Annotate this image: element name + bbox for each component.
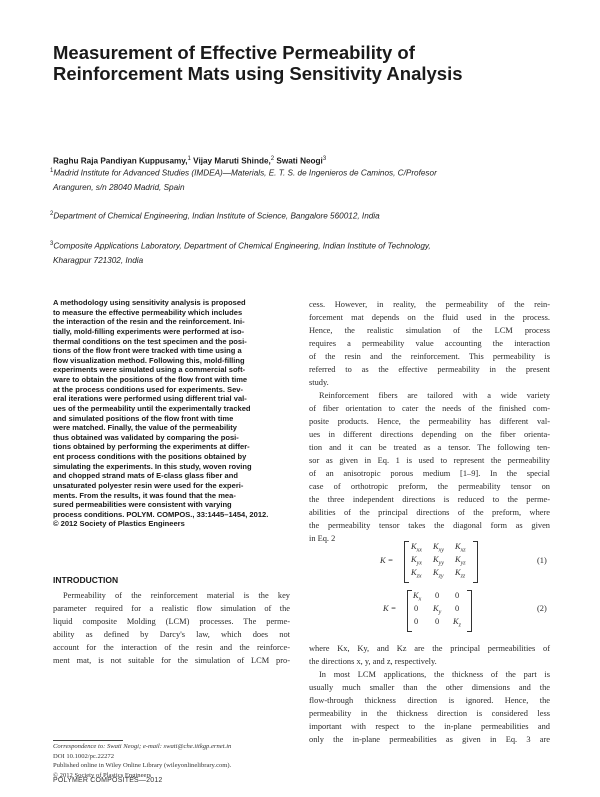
body-line: posite products. Hence, the permeability has different val- [309, 417, 550, 426]
equation-2 [383, 590, 550, 632]
affiliation-2 [50, 207, 570, 224]
abstract [53, 298, 291, 529]
abstract-line: tions obtained by performing the experiments at differ- [53, 442, 250, 452]
matrix-cell: 0 [455, 591, 460, 600]
equation-1 [380, 541, 550, 583]
abstract-line: A methodology using sensitivity analysis is proposed [53, 298, 246, 307]
matrix-cell: $K_y$ [433, 604, 442, 616]
equation-1-lhs: K = [380, 556, 394, 565]
affiliation-1-line-1: Madrid Institute for Advanced Studies (IMDEA)—Materials, E. T. S. de Ingenieros de Caminos, C/Profesor [53, 168, 437, 178]
matrix-cell: $K_{zx}$ [411, 568, 422, 580]
body-line: In most LCM applications, the thickness of the part is [319, 670, 550, 679]
matrix-cell: $K_{yy}$ [433, 555, 444, 567]
body-line: cess. However, in reality, the permeability of the rein- [309, 300, 550, 309]
affiliation-1-line-2: Aranguren, s/n 28040 Madrid, Spain [53, 182, 185, 192]
footnote-correspondence: Correspondence to: Swati Neogi; e-mail: swati@che.iitkgp.ernet.in [53, 743, 232, 750]
body-line: account for the interaction of the resin and the reinforce- [53, 643, 290, 652]
abstract-line: eral iterations were performed using different trial val- [53, 394, 247, 404]
body-line: only the in-plane permeabilities as given in Eq. 3 are [309, 735, 550, 744]
abstract-line: experiments were simulated using a commercial soft- [53, 365, 246, 375]
intro-column-2-bottom [309, 642, 550, 746]
equation-2-lhs: K = [383, 604, 397, 613]
matrix-cell: 0 [455, 604, 460, 613]
matrix-cell: 0 [435, 591, 440, 600]
body-line: the permeability tensor takes the diagonal form as given [309, 521, 550, 530]
abstract-line: were matched. Finally, the value of the permeability [53, 423, 237, 433]
body-line: tion and it can be treated as a tensor. The following ten- [309, 443, 550, 452]
body-line: ues in different directions depending on the fiber orienta- [309, 430, 550, 439]
body-line: the directions x, y, and z, respectively. [309, 657, 437, 666]
body-line: study. [309, 378, 329, 387]
abstract-line: © 2012 Society of Plastics Engineers [53, 519, 185, 529]
equation-1-number: (1) [537, 556, 547, 565]
body-line: in Eq. 2 [309, 534, 336, 543]
affiliation-2-line-1: Department of Chemical Engineering, Indian Institute of Science, Bangalore 560012, India [53, 211, 380, 221]
body-line: the three independent directions is reduced to the perme- [309, 495, 550, 504]
matrix-cell: $K_{zz}$ [455, 568, 466, 580]
affiliation-3 [50, 237, 570, 268]
author-2-sup: 2 [270, 156, 275, 162]
affiliation-1-sup: 1 [50, 168, 54, 174]
body-line: Permeability of the reinforcement material is the key [63, 591, 290, 600]
matrix-cell: 0 [435, 617, 440, 626]
abstract-line: and chopped strand mats of E-class glass fiber and [53, 471, 238, 481]
equation-1-left-bracket [404, 541, 409, 583]
matrix-cell: 0 [414, 604, 419, 613]
body-line: of the resin and the reinforcement. This permeability is [309, 352, 550, 361]
author-3-sup: 3 [322, 156, 327, 162]
footnote-divider [53, 740, 123, 741]
abstract-line: simulating the experiments. In this study, woven roving [53, 461, 252, 471]
intro-column-1 [53, 589, 290, 667]
abstract-line: at the process conditions used for experiments. Sev- [53, 384, 243, 394]
body-line: of an anisotropic porous medium [1–9]. In the special [309, 469, 550, 478]
matrix-cell: $K_{xx}$ [411, 542, 422, 554]
journal-footer: POLYMER COMPOSITES—2012 [53, 777, 163, 784]
abstract-line: thus obtained was validated by comparing the posi- [53, 432, 239, 442]
affiliation-3-sup: 3 [50, 241, 54, 247]
abstract-line: unsaturated polyester resin were used for the experi- [53, 480, 244, 490]
title-line-1: Measurement of Effective Permeability of [53, 42, 415, 63]
affiliation-3-line-1: Composite Applications Laboratory, Department of Chemical Engineering, Indian Institute of Technology, [53, 241, 431, 251]
affiliation-2-sup: 2 [50, 211, 54, 217]
abstract-line: and simulated positions of the flow front with time [53, 413, 234, 423]
intro-column-2-top [309, 298, 550, 545]
abstract-line: ments. From the results, it was found that the mea- [53, 490, 236, 500]
abstract-line: flow visualization method. Following this, mold-filling [53, 355, 245, 365]
matrix-cell: $K_z$ [453, 617, 461, 629]
body-line: referred to as the effective permeability in the present [309, 365, 550, 374]
matrix-cell: $K_x$ [413, 591, 422, 603]
footnote-doi: DOI 10.1002/pc.22272 [53, 752, 114, 760]
equation-2-right-bracket [467, 590, 472, 632]
author-3: Swati Neogi [274, 156, 323, 166]
affiliation-1 [50, 164, 570, 195]
footnote-published: Published online in Wiley Online Library (wileyonlinelibrary.com). [53, 762, 232, 769]
abstract-line: sured permeabilities were consistent with varying [53, 500, 232, 510]
matrix-cell: $K_{yx}$ [411, 555, 422, 567]
abstract-line: tially, mold-filling experiments were performed at iso- [53, 326, 245, 336]
equation-2-left-bracket [407, 590, 412, 632]
author-2: Vijay Maruti Shinde, [190, 156, 271, 166]
abstract-line: thermal conditions on the test specimen and the posi- [53, 336, 247, 346]
body-line: forcement mat depends on the fluid used in the process. [309, 313, 550, 322]
section-heading-introduction: INTRODUCTION [53, 575, 119, 585]
footnotes [53, 742, 303, 780]
equation-2-number: (2) [537, 604, 547, 613]
abstract-line: ware to obtain the positions of the flow front with time [53, 375, 248, 384]
title-line-2: Reinforcement Mats using Sensitivity Analysis [53, 63, 463, 84]
author-1-sup: 1 [187, 156, 191, 162]
paper-title [53, 42, 553, 84]
body-line: of fiber orientation to cater the needs of the finished com- [309, 404, 550, 413]
matrix-cell: 0 [414, 617, 419, 626]
abstract-line: the interaction of the resin and the reinforcement. Ini- [53, 317, 245, 327]
abstract-line: to measure the effective permeability which includes [53, 307, 243, 317]
body-line: flow-through thickness direction is ignored. Hence, the [309, 696, 550, 705]
abstract-line: tions of the flow front were tracked with time using a [53, 346, 242, 356]
body-line: where Kx, Ky, and Kz are the principal permeabilities of [309, 644, 550, 653]
equation-1-right-bracket [473, 541, 478, 583]
footnote-copyright: © 2012 Society of Plastics Engineers [53, 771, 152, 779]
body-line: Reinforcement fibers are tailored with a wide variety [319, 391, 550, 400]
body-line: ment mat, is not suitable for the simulation of LCM pro- [53, 656, 290, 665]
author-1: Raghu Raja Pandiyan Kuppusamy, [53, 156, 188, 166]
body-line: permeability in the thickness direction is considered less [309, 709, 550, 718]
body-line: usually much smaller than the other dimensions and the [309, 683, 550, 692]
body-line: Hence, the realistic simulation of the LCM process [309, 326, 550, 335]
affiliation-3-line-2: Kharagpur 721302, India [53, 255, 144, 265]
body-line: case of orthotropic preform, the permeability tensor on [309, 482, 550, 491]
body-line: requires a permeability value accounting the interaction [309, 339, 550, 348]
body-line: ability as defined by Darcy's law, which does not [53, 630, 290, 639]
body-line: parameter required for a realistic flow simulation of the [53, 604, 290, 613]
abstract-line: ent process conditions with the positions obtained by [53, 452, 247, 461]
body-line: important with respect to the in-plane permeabilities and [309, 722, 550, 731]
body-line: liquid composite Molding (LCM) processes. The perme- [53, 617, 290, 626]
matrix-cell: $K_{yz}$ [455, 555, 466, 567]
body-line: sor as given in Eq. 1 is used to represent the permeability [309, 456, 550, 465]
matrix-cell: $K_{zy}$ [433, 568, 444, 580]
matrix-cell: $K_{xy}$ [433, 542, 444, 554]
matrix-cell: $K_{xz}$ [455, 542, 466, 554]
body-line: abilities of the principal directions of the preform, where [309, 508, 550, 517]
abstract-line: process conditions. POLYM. COMPOS., 33:1445–1454, 2012. [53, 509, 269, 519]
abstract-line: ues of the permeability until the experimentally tracked [53, 403, 251, 413]
